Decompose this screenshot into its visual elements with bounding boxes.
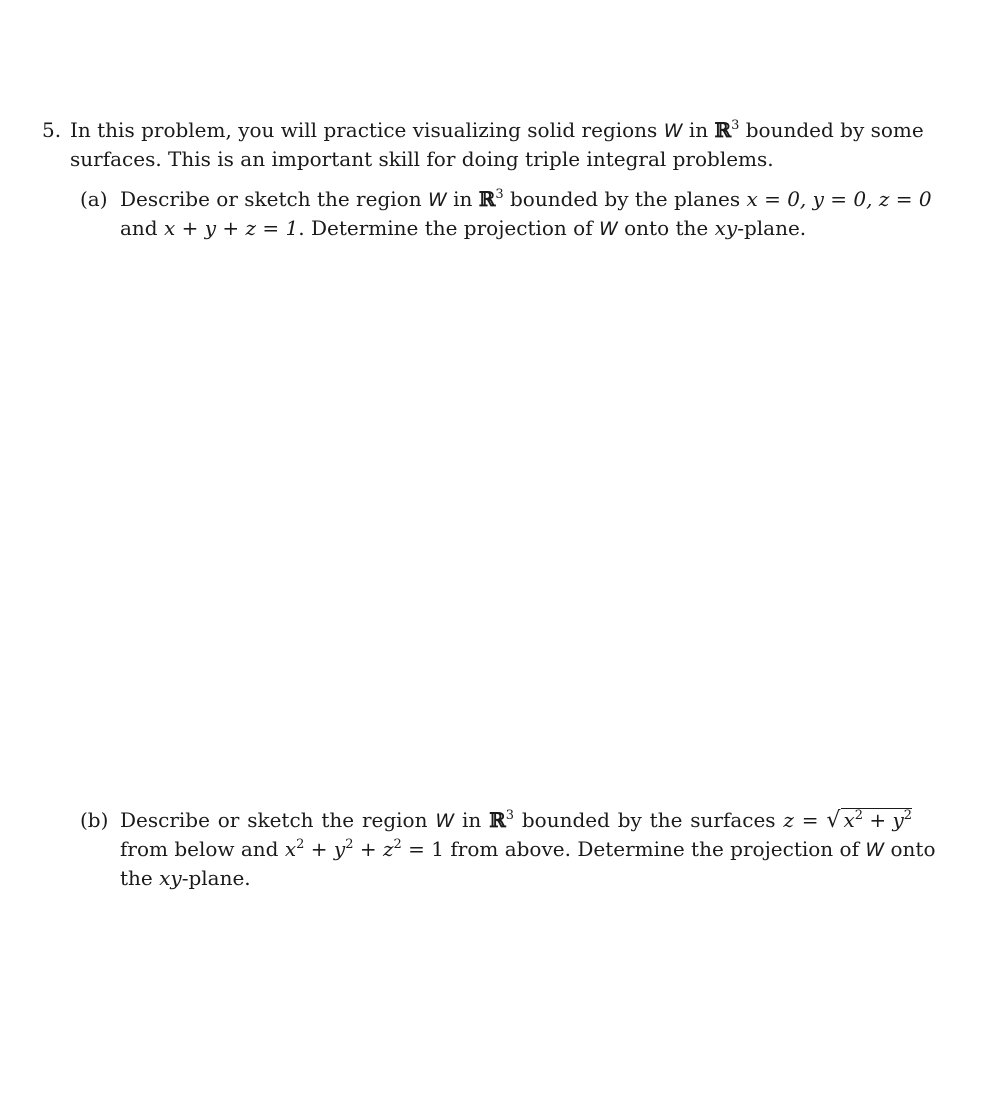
part-b-line-3: the xy-plane. <box>120 866 251 890</box>
sphere-equation: $x^2 + y^2 + z^2 = 1$ <box>284 837 445 861</box>
problem-line-1: In this problem, you will practice visualizing solid regions W in ℝ$^3$ bounded by some <box>70 118 924 142</box>
reals-symbol: ℝ <box>489 808 506 832</box>
region-symbol: W <box>663 120 683 142</box>
part-b-label: (b) <box>80 808 109 832</box>
cone-equation: z = <box>783 808 819 832</box>
part-b-statement <box>120 806 936 892</box>
region-symbol: W <box>865 839 885 861</box>
problem-line-2: surfaces. This is an important skill for doing triple integral problems. <box>70 147 774 171</box>
part-a-line-2: and x + y + z = 1. Determine the projection of W onto the xy-plane. <box>120 216 807 240</box>
reals-symbol: ℝ <box>478 187 496 211</box>
part-b-line-1: Describe or sketch the region W in ℝ$^3$ bounded by the surfaces z = √ $x^2 + y^2$ <box>120 808 913 833</box>
part-b-line-2: from below and $x^2 + y^2 + z^2 = 1$ from above. Determine the projection of W onto <box>120 837 936 861</box>
problem-statement <box>70 116 924 173</box>
plane-equation: x + y + z = 1 <box>163 216 299 240</box>
region-symbol: W <box>435 810 455 832</box>
region-symbol: W <box>598 218 618 240</box>
square-root-symbol: √ <box>826 808 841 833</box>
region-symbol: W <box>427 189 447 211</box>
problem-number: 5. <box>42 118 62 142</box>
part-a-statement <box>120 185 932 243</box>
part-a-label: (a) <box>80 187 108 211</box>
part-b <box>80 806 936 892</box>
reals-symbol: ℝ <box>714 118 732 142</box>
square-root-radicand: $x^2 + y^2$ <box>843 808 913 832</box>
problem-5 <box>42 116 924 173</box>
part-a <box>80 185 932 243</box>
plane-equations: x = 0, y = 0, z = 0 <box>746 187 932 211</box>
part-a-line-1: Describe or sketch the region W in ℝ$^3$ bounded by the planes x = 0, y = 0, z = 0 <box>120 187 932 211</box>
